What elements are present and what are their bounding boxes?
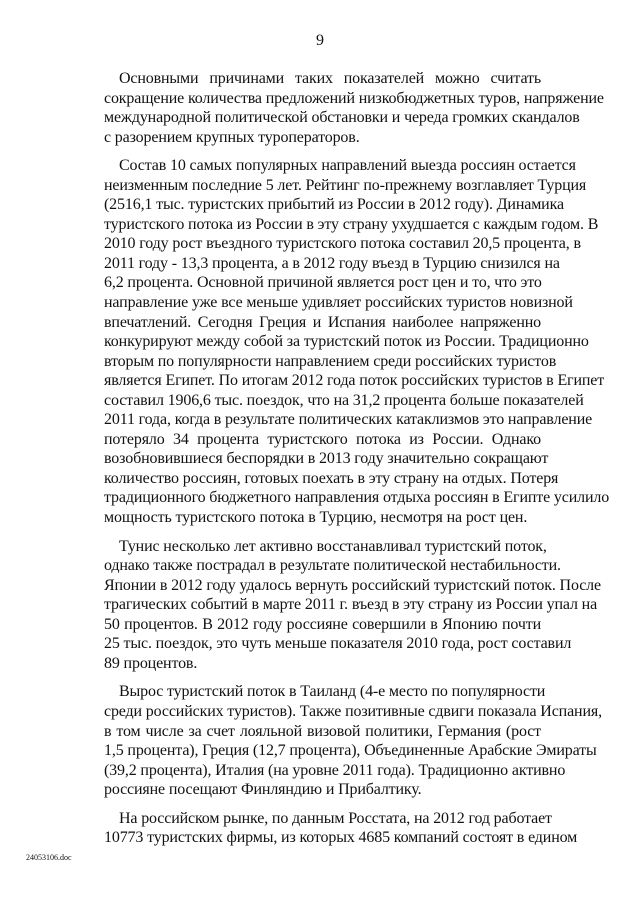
paragraph-gap — [104, 528, 541, 537]
text-line: 2011 года, когда в результате политических катаклизмов это направление — [104, 411, 593, 429]
text-line: мощность туристского потока в Турцию, несмотря на рост цен. — [104, 509, 528, 527]
text-line: туристского потока из России в эту страну ухудшается с каждым годом. В — [104, 215, 599, 233]
text-line: Тунис несколько лет активно восстанавливал туристский поток, — [119, 537, 547, 555]
text-line: 89 процентов. — [104, 654, 198, 672]
text-line: международной политической обстановки и череда громких скандалов — [104, 109, 580, 127]
text-line: вторым по популярности направлением среди российских туристов — [104, 352, 557, 370]
text-line: 1,5 процента), Греция (12,7 процента), Объединенные Арабские Эмираты — [104, 742, 597, 760]
text-line: россияне посещают Финляндию и Прибалтику. — [104, 781, 422, 799]
text-line: Состав 10 самых популярных направлений выезда россиян остается — [119, 157, 576, 175]
text-line: впечатлений. Сегодня Греция и Испания наиболее напряженно — [104, 313, 541, 331]
text-line: в том числе за счет лояльной визовой политики, Германия (рост — [104, 722, 541, 740]
paragraph — [104, 537, 601, 674]
text-line: возобновившиеся беспорядки в 2013 году значительно сокращают — [104, 450, 549, 468]
text-line: На российском рынке, по данным Росстата, на 2012 год работает — [119, 809, 552, 827]
paragraph-gap — [104, 673, 541, 682]
text-line: Вырос туристский поток в Таиланд (4-е место по популярности — [119, 683, 546, 701]
page-number: 9 — [316, 32, 324, 49]
footer-filename: 24053106.doc — [26, 853, 72, 862]
text-line: сокращение количества предложений низкобюджетных туров, напряжение — [104, 89, 604, 107]
text-line: потеряло 34 процента туристского потока из России. Однако — [104, 430, 541, 448]
paragraph — [104, 809, 578, 848]
text-line: среди российских туристов). Также позитивные сдвиги показала Испания, — [104, 702, 602, 720]
paragraph-gap — [104, 800, 541, 809]
text-line: 50 процентов. В 2012 году россияне совершили в Японию почти — [104, 615, 541, 633]
document-body — [104, 69, 610, 848]
text-line: неизменным последние 5 лет. Рейтинг по-прежнему возглавляет Турция — [104, 176, 587, 194]
paragraph — [104, 156, 610, 527]
text-line: однако также пострадал в результате политической нестабильности. — [104, 557, 561, 575]
text-line: составил 1906,6 тыс. поездок, что на 31,2 процента больше показателей — [104, 391, 584, 409]
paragraph — [104, 682, 602, 799]
text-line: Японии в 2012 году удалось вернуть российский туристский поток. После — [104, 576, 601, 594]
text-line: трагических событий в марте 2011 г. въезд в эту страну из России упал на — [104, 596, 598, 614]
text-line: 2011 году - 13,3 процента, а в 2012 году въезд в Турцию снизился на — [104, 254, 560, 272]
text-line: 10773 туристских фирмы, из которых 4685 компаний состоят в едином — [104, 829, 578, 847]
text-line: (2516,1 тыс. туристских прибытий из России в 2012 году). Динамика — [104, 196, 564, 214]
text-line: 2010 году рост въездного туристского потока составил 20,5 процента, в — [104, 235, 581, 253]
text-line: традиционного бюджетного направления отдыха россиян в Египте усилило — [104, 489, 610, 507]
text-line: (39,2 процента), Италия (на уровне 2011 года). Традиционно активно — [104, 761, 566, 779]
text-line: с разорением крупных туроператоров. — [104, 128, 360, 146]
text-line: количество россиян, готовых поехать в эту страну на отдых. Потеря — [104, 469, 559, 487]
text-line: направление уже все меньше удивляет российских туристов новизной — [104, 294, 573, 312]
paragraph — [104, 69, 604, 147]
text-line: Основными причинами таких показателей можно считать — [119, 70, 541, 87]
paragraph-gap — [104, 147, 541, 156]
text-line: 25 тыс. поездок, это чуть меньше показателя 2010 года, рост составил — [104, 635, 572, 653]
text-line: 6,2 процента. Основной причиной является рост цен и то, что это — [104, 274, 542, 292]
text-line: конкурируют между собой за туристский поток из России. Традиционно — [104, 333, 589, 351]
text-line: является Египет. По итогам 2012 года поток российских туристов в Египет — [104, 372, 605, 390]
